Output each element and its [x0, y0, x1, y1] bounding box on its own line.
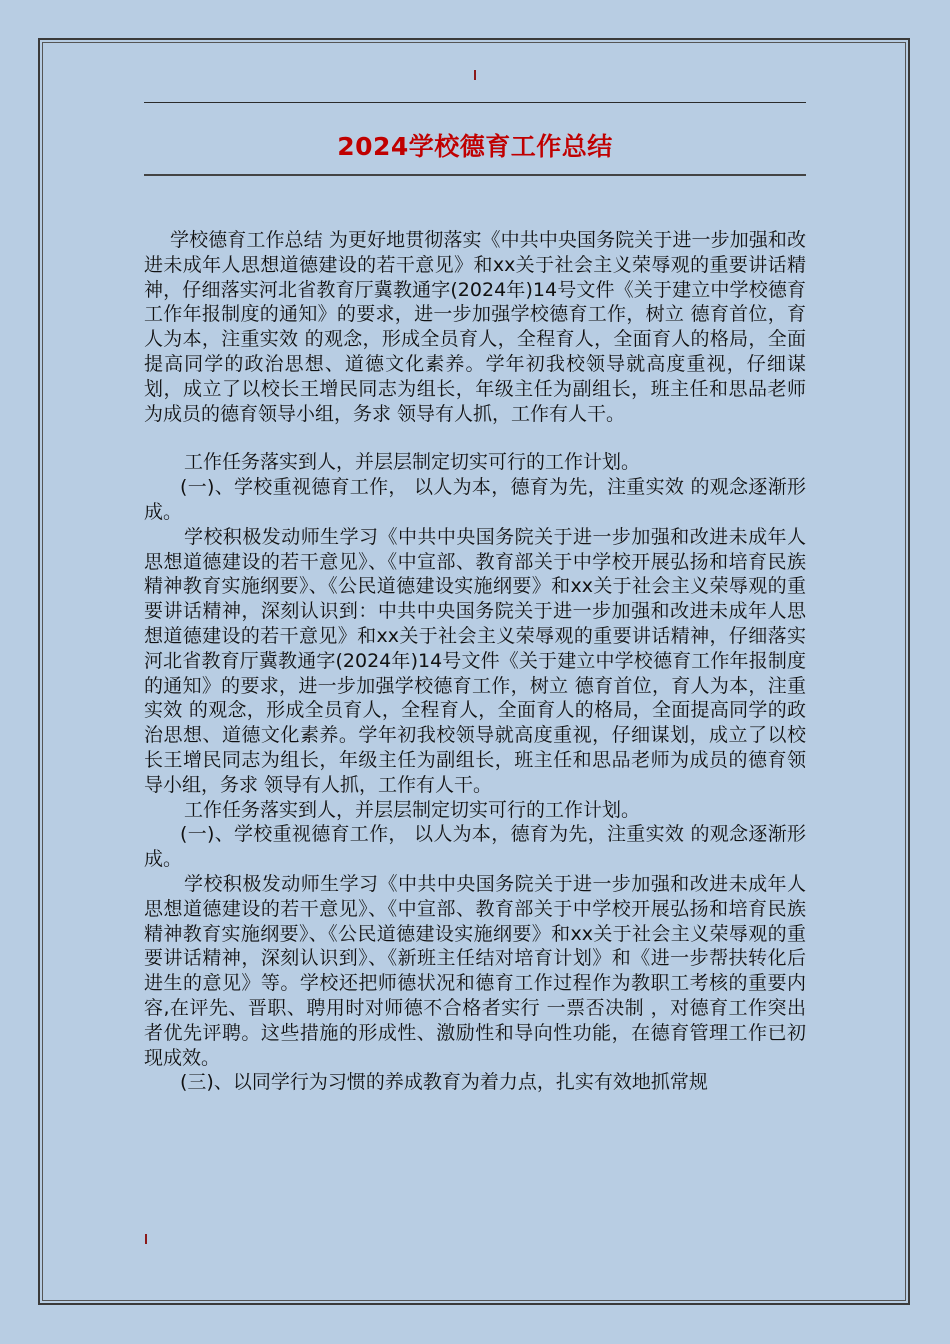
paragraph-3: (一)、学校重视德育工作， 以人为本，德育为先，注重实效 的观念逐渐形成。 [144, 476, 806, 523]
document-body [144, 228, 806, 1095]
paragraph-8: (三)、以同学行为习惯的养成教育为着力点，扎实有效地抓常规 [180, 1071, 708, 1094]
paragraph-5: 工作任务落实到人，并层层制定切实可行的工作计划。 [184, 798, 641, 821]
document-title: 2024学校德育工作总结 [337, 132, 613, 161]
header-rule [144, 102, 806, 103]
title-rule [144, 174, 806, 176]
paragraph-2: 工作任务落实到人，并层层制定切实可行的工作计划。 [184, 451, 641, 474]
paragraph-6: (一)、学校重视德育工作， 以人为本，德育为先，注重实效 的观念逐渐形成。 [144, 823, 806, 871]
paragraph-gap [144, 426, 806, 450]
top-mark [474, 70, 476, 80]
paragraph-7: 学校积极发动师生学习《中共中央国务院关于进一步加强和改进未成年人思想道德建设的若干意见》、《中宣部、教育部关于中学校开展弘扬和培育民族精神教育实施纲要》、《公民道德建设实施纲要》和xx关于社会主义荣辱观的重要讲话精神，深刻认识到》、《新班主任结对培育计划》和《进一步帮扶转化后进生的意见》等。学校还把师德状况和德育工作过程作为教职工考核的重要内容,在评先、晋职、聘用时对师德不合格者实行 一票否决制 ，对德育工作突出者优先评聘。这些措施的形成性、激励性和导向性功能，在德育管理工作已初现成效。 [144, 872, 806, 1069]
paragraph-4: 学校积极发动师生学习《中共中央国务院关于进一步加强和改进未成年人思想道德建设的若干意见》、《中宣部、教育部关于中学校开展弘扬和培育民族精神教育实施纲要》、《公民道德建设实施纲要》和xx关于社会主义荣辱观的重要讲话精神，深刻认识到：中共中央国务院关于进一步加强和改进未成年人思想道德建设的若干意见》和xx关于社会主义荣辱观的重要讲话精神，仔细落实河北省教育厅冀教通字(2024年)14号文件《关于建立中学校德育工作年报制度的通知》的要求，进一步加强学校德育工作，树立 德育首位，育人为本，注重实效 的观念，形成全员育人，全程育人，全面育人的格局，全面提高同学的政治思想、道德文化素养。学年初我校领导就高度重视，仔细谋划，成立了以校长王增民同志为组长，年级主任为副组长，班主任和思品老师为成员的德育领导小组，务求 领导有人抓，工作有人干。 [144, 525, 806, 796]
bottom-mark [145, 1234, 147, 1244]
paragraph-1: 学校德育工作总结 为更好地贯彻落实《中共中央国务院关于进一步加强和改进未成年人思想道德建设的若干意见》和xx关于社会主义荣辱观的重要讲话精神，仔细落实河北省教育厅冀教通字(2024年)14号文件《关于建立中学校德育工作年报制度的通知》的要求，进一步加强学校德育工作，树立 德育首位，育人为本，注重实效 的观念，形成全员育人，全程育人，全面育人的格局，全面提高同学的政治思想、道德文化素养。学年初我校领导就高度重视，仔细谋划，成立了以校长王增民同志为组长，年级主任为副组长，班主任和思品老师为成员的德育领导小组，务求 领导有人抓，工作有人干。 [144, 229, 806, 425]
